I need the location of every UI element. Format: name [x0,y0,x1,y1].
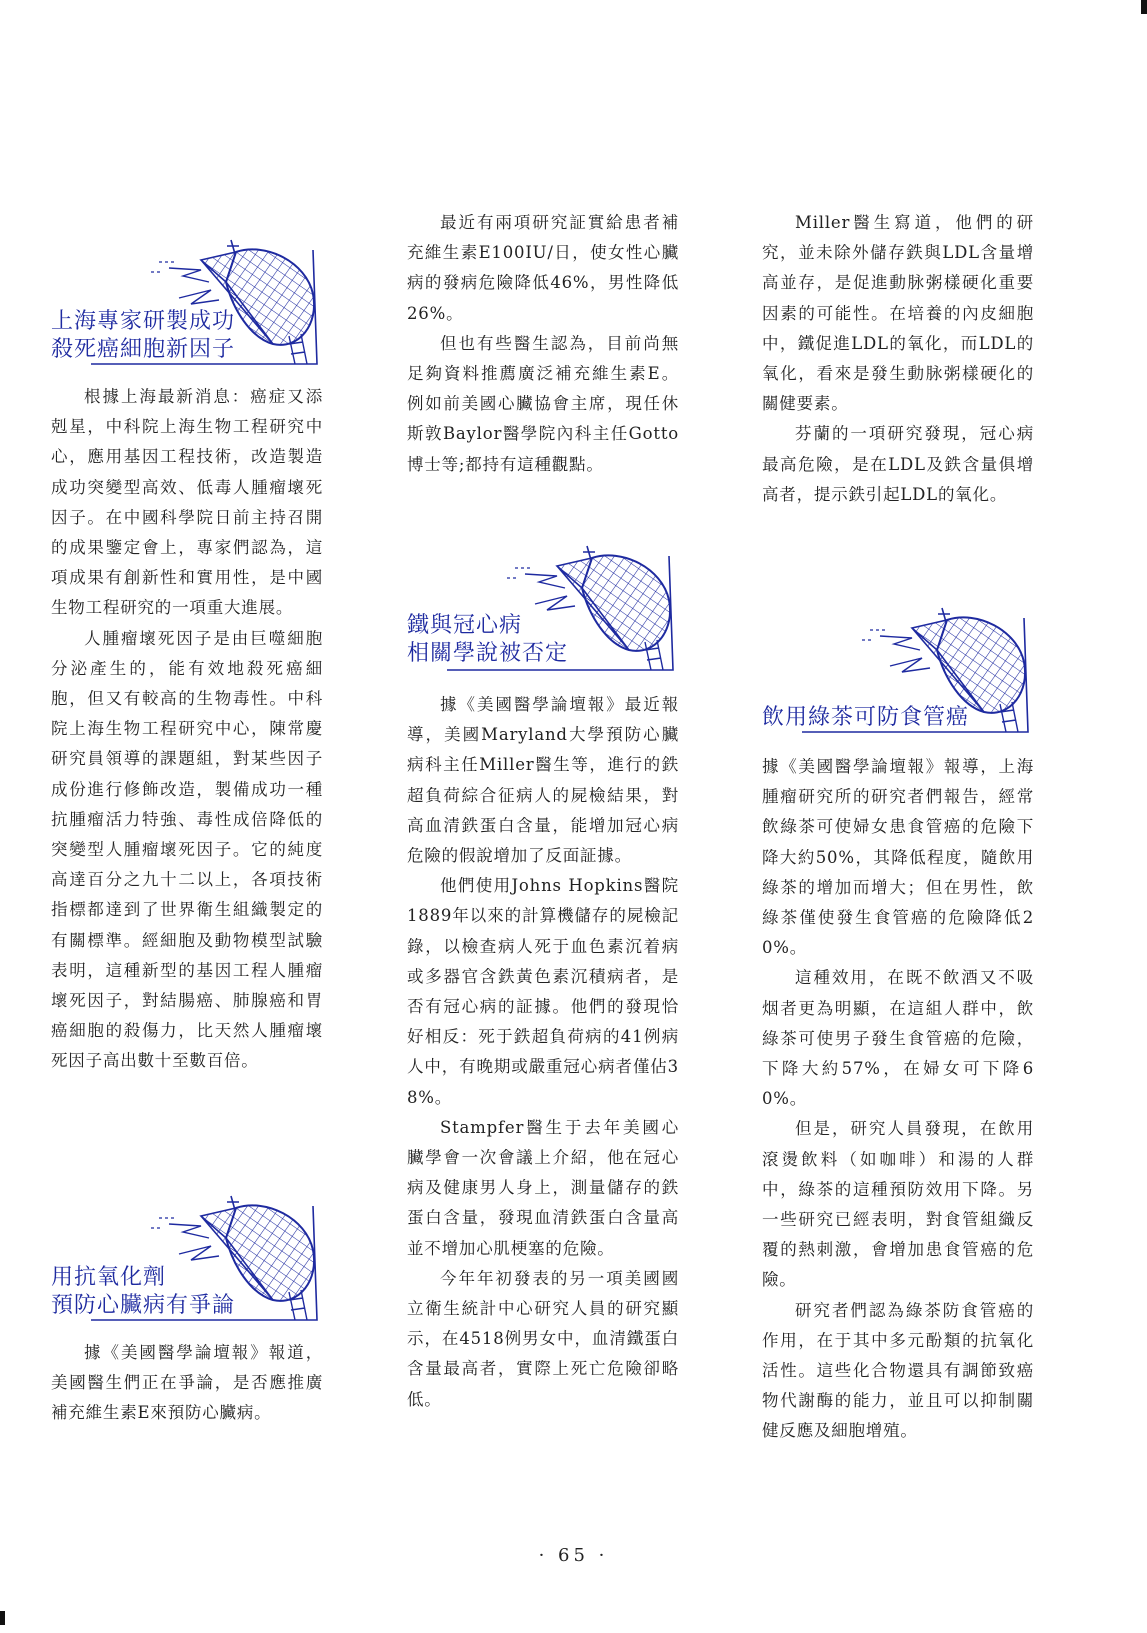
title-line: 鐵與冠心病 [407,613,523,638]
title-line: 用抗氧化劑 [51,1265,167,1290]
paragraph: 據《美國醫學論壇報》最近報導，美國Maryland大學預防心臟病科主任Miller醫生等，進行的鉄超負荷綜合征病人的屍檢結果，對高血清鉄蛋白含量，能增加冠心病危險的假說增加了反面証據。 [407,695,679,866]
article-body-antioxidant-part1 [51,1338,323,1429]
title-line: 殺死癌細胞新因子 [51,337,236,362]
article-heading-greentea [762,600,1042,740]
article-body-antioxidant-part2 [407,208,679,480]
paragraph: 根據上海最新消息：癌症又添剋星，中科院上海生物工程研究中心，應用基因工程技術，改造製造成功突變型高效、低毒人腫瘤壞死因子。在中國科學院日前主持召開的成果鑒定會上，專家們認為，這項成果有創新性和實用性，是中國生物工程研究的一項重大進展。 [51,387,323,618]
paragraph: Miller醫生寫道，他們的研究，並未除外儲存鉄與LDL含量增高並存，是促進動脉粥樣硬化重要因素的可能性。在培養的內皮細胞中，鐵促進LDL的氧化，而LDL的氧化，看來是發生動脉粥樣硬化的關健要素。 [762,213,1034,414]
title-line: 飲用綠茶可防食管癌 [762,705,970,730]
article-heading-iron [407,538,687,678]
article-title [51,308,235,364]
paragraph: 但也有些醫生認為，目前尚無足夠資料推薦廣泛補充維生素E。例如前美國心臟協會主席，現任休斯敦Baylor醫學院內科主任Gotto博士等;都持有這種觀點。 [407,333,679,474]
paragraph: 據《美國醫學論壇報》報導，上海腫瘤研究所的研究者們報告，經常飲綠茶可使婦女患食管癌的危險下降大約50%，其降低程度，隨飲用綠茶的增加而增大；但在男性，飲綠茶僅使發生食管癌的危險降低20%。 [762,757,1034,958]
paragraph: 他們使用Johns Hopkins醫院1889年以來的計算機儲存的屍檢記錄，以檢查病人死于血色素沉着病或多器官含鉄黃色素沉積病者，是否有冠心病的証據。他們的發現恰好相反：死于鉄超負荷病的41例病人中，有晚期或嚴重冠心病者僅佔38%。 [407,876,679,1107]
scan-edge-mark [1141,0,1147,14]
article-body-iron-part1 [407,690,679,1415]
page-number: · 65 · [538,1545,609,1566]
paragraph: 人腫瘤壞死因子是由巨噬細胞分泌產生的，能有效地殺死癌細胞，但又有較高的生物毒性。中科院上海生物工程研究中心，陳常慶研究員領導的課題組，對某些因子成份進行修飾改造，製備成功一種抗腫瘤活力特強、毒性成倍降低的突變型人腫瘤壞死因子。它的純度高達百分之九十二以上，各項技術指標都達到了世界衛生組織製定的有關標準。經細胞及動物模型試驗表明，這種新型的基因工程人腫瘤壞死因子，對結腸癌、肺腺癌和胃癌細胞的殺傷力，比天然人腫瘤壞死因子高出數十至數百倍。 [51,628,323,1071]
article-heading-antioxidant [51,1188,331,1328]
title-line: 上海專家研製成功 [51,309,236,334]
title-line: 預防心臟病有爭論 [51,1293,236,1318]
paragraph: 芬蘭的一項研究發現，冠心病最高危險，是在LDL及鉄含量俱增高者，提示鉄引起LDL的氧化。 [762,424,1034,504]
paragraph: 今年年初發表的另一項美國國立衛生統計中心研究人員的研究顯示，在4518例男女中，血清鐵蛋白含量最高者，實際上死亡危險卻略低。 [407,1268,679,1409]
article-body-greentea [762,752,1034,1447]
paragraph: 這種效用，在既不飲酒又不吸烟者更為明顯，在這組人群中，飲綠茶可使男子發生食管癌的危險，下降大約57%，在婦女可下降60%。 [762,968,1034,1109]
scan-edge-mark [0,1611,5,1625]
paragraph: 最近有兩項研究証實給患者補充維生素E100IU/日，使女性心臟病的發病危險降低46%，男性降低26%。 [407,213,679,323]
paragraph: Stampfer醫生于去年美國心臟學會一次會議上介紹，他在冠心病及健康男人身上，測量儲存的鉄蛋白含量，發現血清鉄蛋白含量高並不增加心肌梗塞的危險。 [407,1117,679,1258]
paragraph: 研究者們認為綠茶防食管癌的作用，在于其中多元酚類的抗氧化活性。這些化合物還具有調節致癌物代謝酶的能力，並且可以抑制關健反應及細胞增殖。 [762,1300,1034,1441]
paragraph: 據《美國醫學論壇報》報道，美國醫生們正在爭論，是否應推廣補充維生素E來預防心臟病。 [51,1343,323,1423]
article-title [407,612,568,668]
article-title [762,704,969,732]
article-body-shanghai [51,382,323,1077]
title-line: 相關學說被否定 [407,641,569,666]
article-title [51,1264,235,1320]
article-body-iron-part2 [762,208,1034,510]
article-heading-shanghai [51,232,331,372]
paragraph: 但是，研究人員發現，在飲用滾燙飲料（如咖啡）和湯的人群中，綠茶的這種預防效用下降。另一些研究已經表明，對食管組織反覆的熱刺激，會增加患食管癌的危險。 [762,1119,1034,1290]
